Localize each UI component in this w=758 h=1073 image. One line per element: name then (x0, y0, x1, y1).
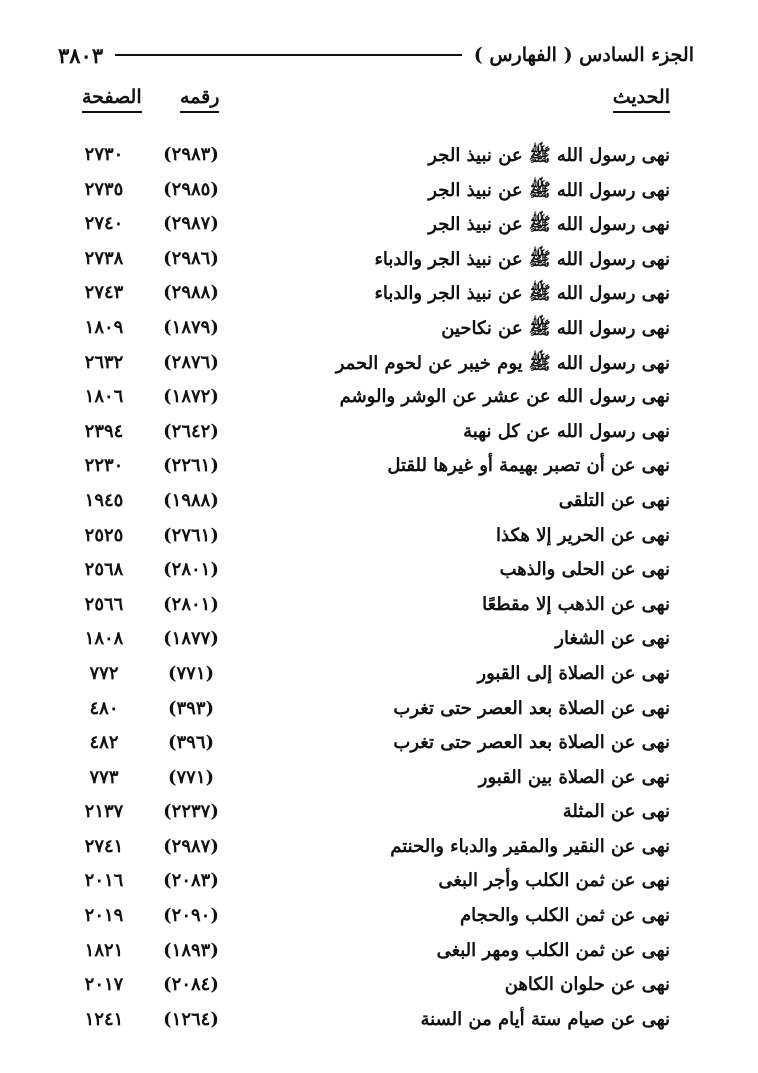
index-row (0, 417, 758, 452)
hadith-number: (٢٩٨٧) (163, 213, 219, 235)
index-row (0, 209, 758, 244)
hadith-text: نهى عن الحرير إلا هكذا (496, 524, 670, 546)
page-reference: ٢٠١٩ (84, 905, 124, 927)
hadith-number: (٢٩٨٣) (163, 144, 219, 165)
index-row (0, 624, 758, 659)
page-reference: ٧٧٣ (89, 766, 119, 788)
page-reference: ٤٨٠ (89, 697, 119, 719)
hadith-number: (٢٠٩٠) (163, 905, 219, 927)
column-headings (0, 86, 758, 120)
hadith-text: نهى رسول الله ﷺ عن نبيذ الجر والدباء (374, 248, 670, 270)
hadith-text: نهى رسول الله ﷺ عن نبيذ الجر (428, 179, 670, 201)
index-row (0, 382, 758, 417)
index-row (0, 451, 758, 486)
index-row (0, 832, 758, 867)
hadith-number: (٢٩٨٦) (163, 247, 219, 269)
hadith-number: (٣٩٣) (167, 697, 215, 719)
hadith-number: (٢٨٠١) (163, 593, 219, 615)
page-reference: ٢٥٦٨ (84, 559, 124, 581)
hadith-number: (٢٢٦١) (163, 455, 219, 477)
page-reference: ٢٦٣٢ (84, 351, 124, 373)
index-row (0, 486, 758, 521)
hadith-number: (٢٦٤٢) (163, 420, 219, 442)
index-row (0, 348, 758, 383)
header-rule (115, 54, 462, 56)
hadith-number: (٣٩٦) (167, 732, 215, 754)
column-heading-number: رقمه (180, 86, 219, 113)
index-row (0, 278, 758, 313)
page-reference: ٢٧٤١ (84, 835, 124, 857)
hadith-text: نهى عن الصلاة بعد العصر حتى تغرب (393, 732, 670, 754)
index-row (0, 936, 758, 971)
page-reference: ٢٧٣٨ (84, 247, 124, 269)
index-row (0, 694, 758, 729)
index-row (0, 728, 758, 763)
column-heading-hadith: الحديث (613, 86, 670, 113)
hadith-text: نهى رسول الله ﷺ يوم خيبر عن لحوم الحمر (335, 352, 670, 374)
hadith-text: نهى عن أن تصبر بهيمة أو غيرها للقتل (387, 455, 670, 477)
page-reference: ٧٧٢ (89, 662, 119, 684)
page-reference: ١٩٤٥ (84, 489, 124, 511)
column-heading-page: الصفحة (82, 86, 142, 113)
hadith-number: (٢٠٨٣) (163, 870, 219, 892)
index-row (0, 970, 758, 1005)
index-row (0, 521, 758, 556)
hadith-number: (٧٧١) (167, 662, 215, 684)
hadith-number: (١٢٦٤) (163, 1008, 219, 1030)
hadith-text: نهى رسول الله ﷺ عن نبيذ الجر (428, 214, 670, 236)
index-row (0, 590, 758, 625)
hadith-text: نهى عن الصلاة بعد العصر حتى تغرب (393, 697, 670, 719)
page-reference: ١٨٢١ (84, 939, 124, 961)
hadith-text: نهى عن الصلاة إلى القبور (477, 662, 670, 684)
hadith-number: (٢٨٠١) (163, 559, 219, 581)
index-row (0, 140, 758, 175)
hadith-text: نهى عن المثلة (562, 801, 670, 823)
page-reference: ٢٥٦٦ (84, 593, 124, 615)
page-reference: ١٢٤١ (84, 1008, 124, 1030)
hadith-text: نهى عن التلقى (558, 489, 670, 511)
page-reference: ١٨٠٦ (84, 386, 124, 408)
page-reference: ٢٧٣٥ (84, 178, 124, 200)
index-row (0, 1005, 758, 1040)
hadith-number: (١٩٨٨) (163, 489, 219, 511)
hadith-text: نهى رسول الله ﷺ عن نبيذ الجر والدباء (374, 283, 670, 305)
hadith-text: نهى عن صيام ستة أيام من السنة (420, 1008, 670, 1030)
page-reference: ٢٠١٦ (84, 870, 124, 892)
page-reference: ٢٠١٧ (84, 974, 124, 996)
page-reference: ٢٧٣٠ (84, 144, 124, 165)
page-reference: ١٨٠٨ (84, 628, 124, 650)
hadith-text: نهى عن الحلى والذهب (499, 559, 670, 581)
hadith-number: (١٨٧٩) (163, 316, 219, 338)
hadith-text: نهى عن الصلاة بين القبور (478, 766, 670, 788)
index-row (0, 797, 758, 832)
hadith-text: نهى رسول الله ﷺ عن نكاحين (441, 317, 670, 339)
hadith-number: (٢٩٨٧) (163, 835, 219, 857)
hadith-text: نهى عن ثمن الكلب والحجام (459, 905, 670, 927)
hadith-text: نهى عن حلوان الكاهن (504, 974, 670, 996)
hadith-number: (١٨٩٣) (163, 939, 219, 961)
index-row (0, 175, 758, 210)
index-row (0, 763, 758, 798)
page-reference: ٢٥٢٥ (84, 524, 124, 546)
page-reference: ٢٢٣٠ (84, 455, 124, 477)
hadith-number: (٢٨٧٦) (163, 351, 219, 373)
running-title: الجزء السادس ( الفهارس ) (473, 44, 694, 66)
hadith-number: (١٨٧٧) (163, 628, 219, 650)
hadith-number: (٧٧١) (167, 766, 215, 788)
hadith-number: (٢٧٦١) (163, 524, 219, 546)
index-row (0, 866, 758, 901)
index-row (0, 659, 758, 694)
hadith-text: نهى عن ثمن الكلب ومهر البغى (436, 939, 670, 961)
page-reference: ٢٧٤٣ (84, 282, 124, 304)
page-reference: ٤٨٢ (89, 732, 119, 754)
hadith-text: نهى رسول الله عن عشر عن الوشر والوشم (339, 386, 670, 408)
hadith-number: (٢٠٨٤) (163, 974, 219, 996)
hadith-text: نهى رسول الله عن كل نهبة (463, 420, 670, 442)
index-row (0, 555, 758, 590)
hadith-number: (١٨٧٢) (163, 386, 219, 408)
page-reference: ١٨٠٩ (84, 316, 124, 338)
page-reference: ٢٧٤٠ (84, 213, 124, 235)
hadith-text: نهى عن ثمن الكلب وأجر البغى (438, 870, 670, 892)
index-row (0, 901, 758, 936)
page-reference: ٢٣٩٤ (84, 420, 124, 442)
hadith-text: نهى عن النقير والمقير والدباء والحنتم (390, 835, 670, 857)
hadith-number: (٢٢٣٧) (163, 801, 219, 823)
running-header (58, 40, 694, 70)
hadith-number: (٢٩٨٨) (163, 282, 219, 304)
index-rows (0, 140, 758, 1039)
hadith-text: نهى عن الشغار (555, 628, 670, 650)
page-reference: ٢١٣٧ (84, 801, 124, 823)
hadith-text: نهى رسول الله ﷺ عن نبيذ الجر (428, 145, 670, 166)
page-number: ٣٨٠٣ (58, 42, 104, 68)
hadith-text: نهى عن الذهب إلا مقطعًا (482, 593, 670, 615)
index-row (0, 244, 758, 279)
hadith-number: (٢٩٨٥) (163, 178, 219, 200)
index-row (0, 313, 758, 348)
